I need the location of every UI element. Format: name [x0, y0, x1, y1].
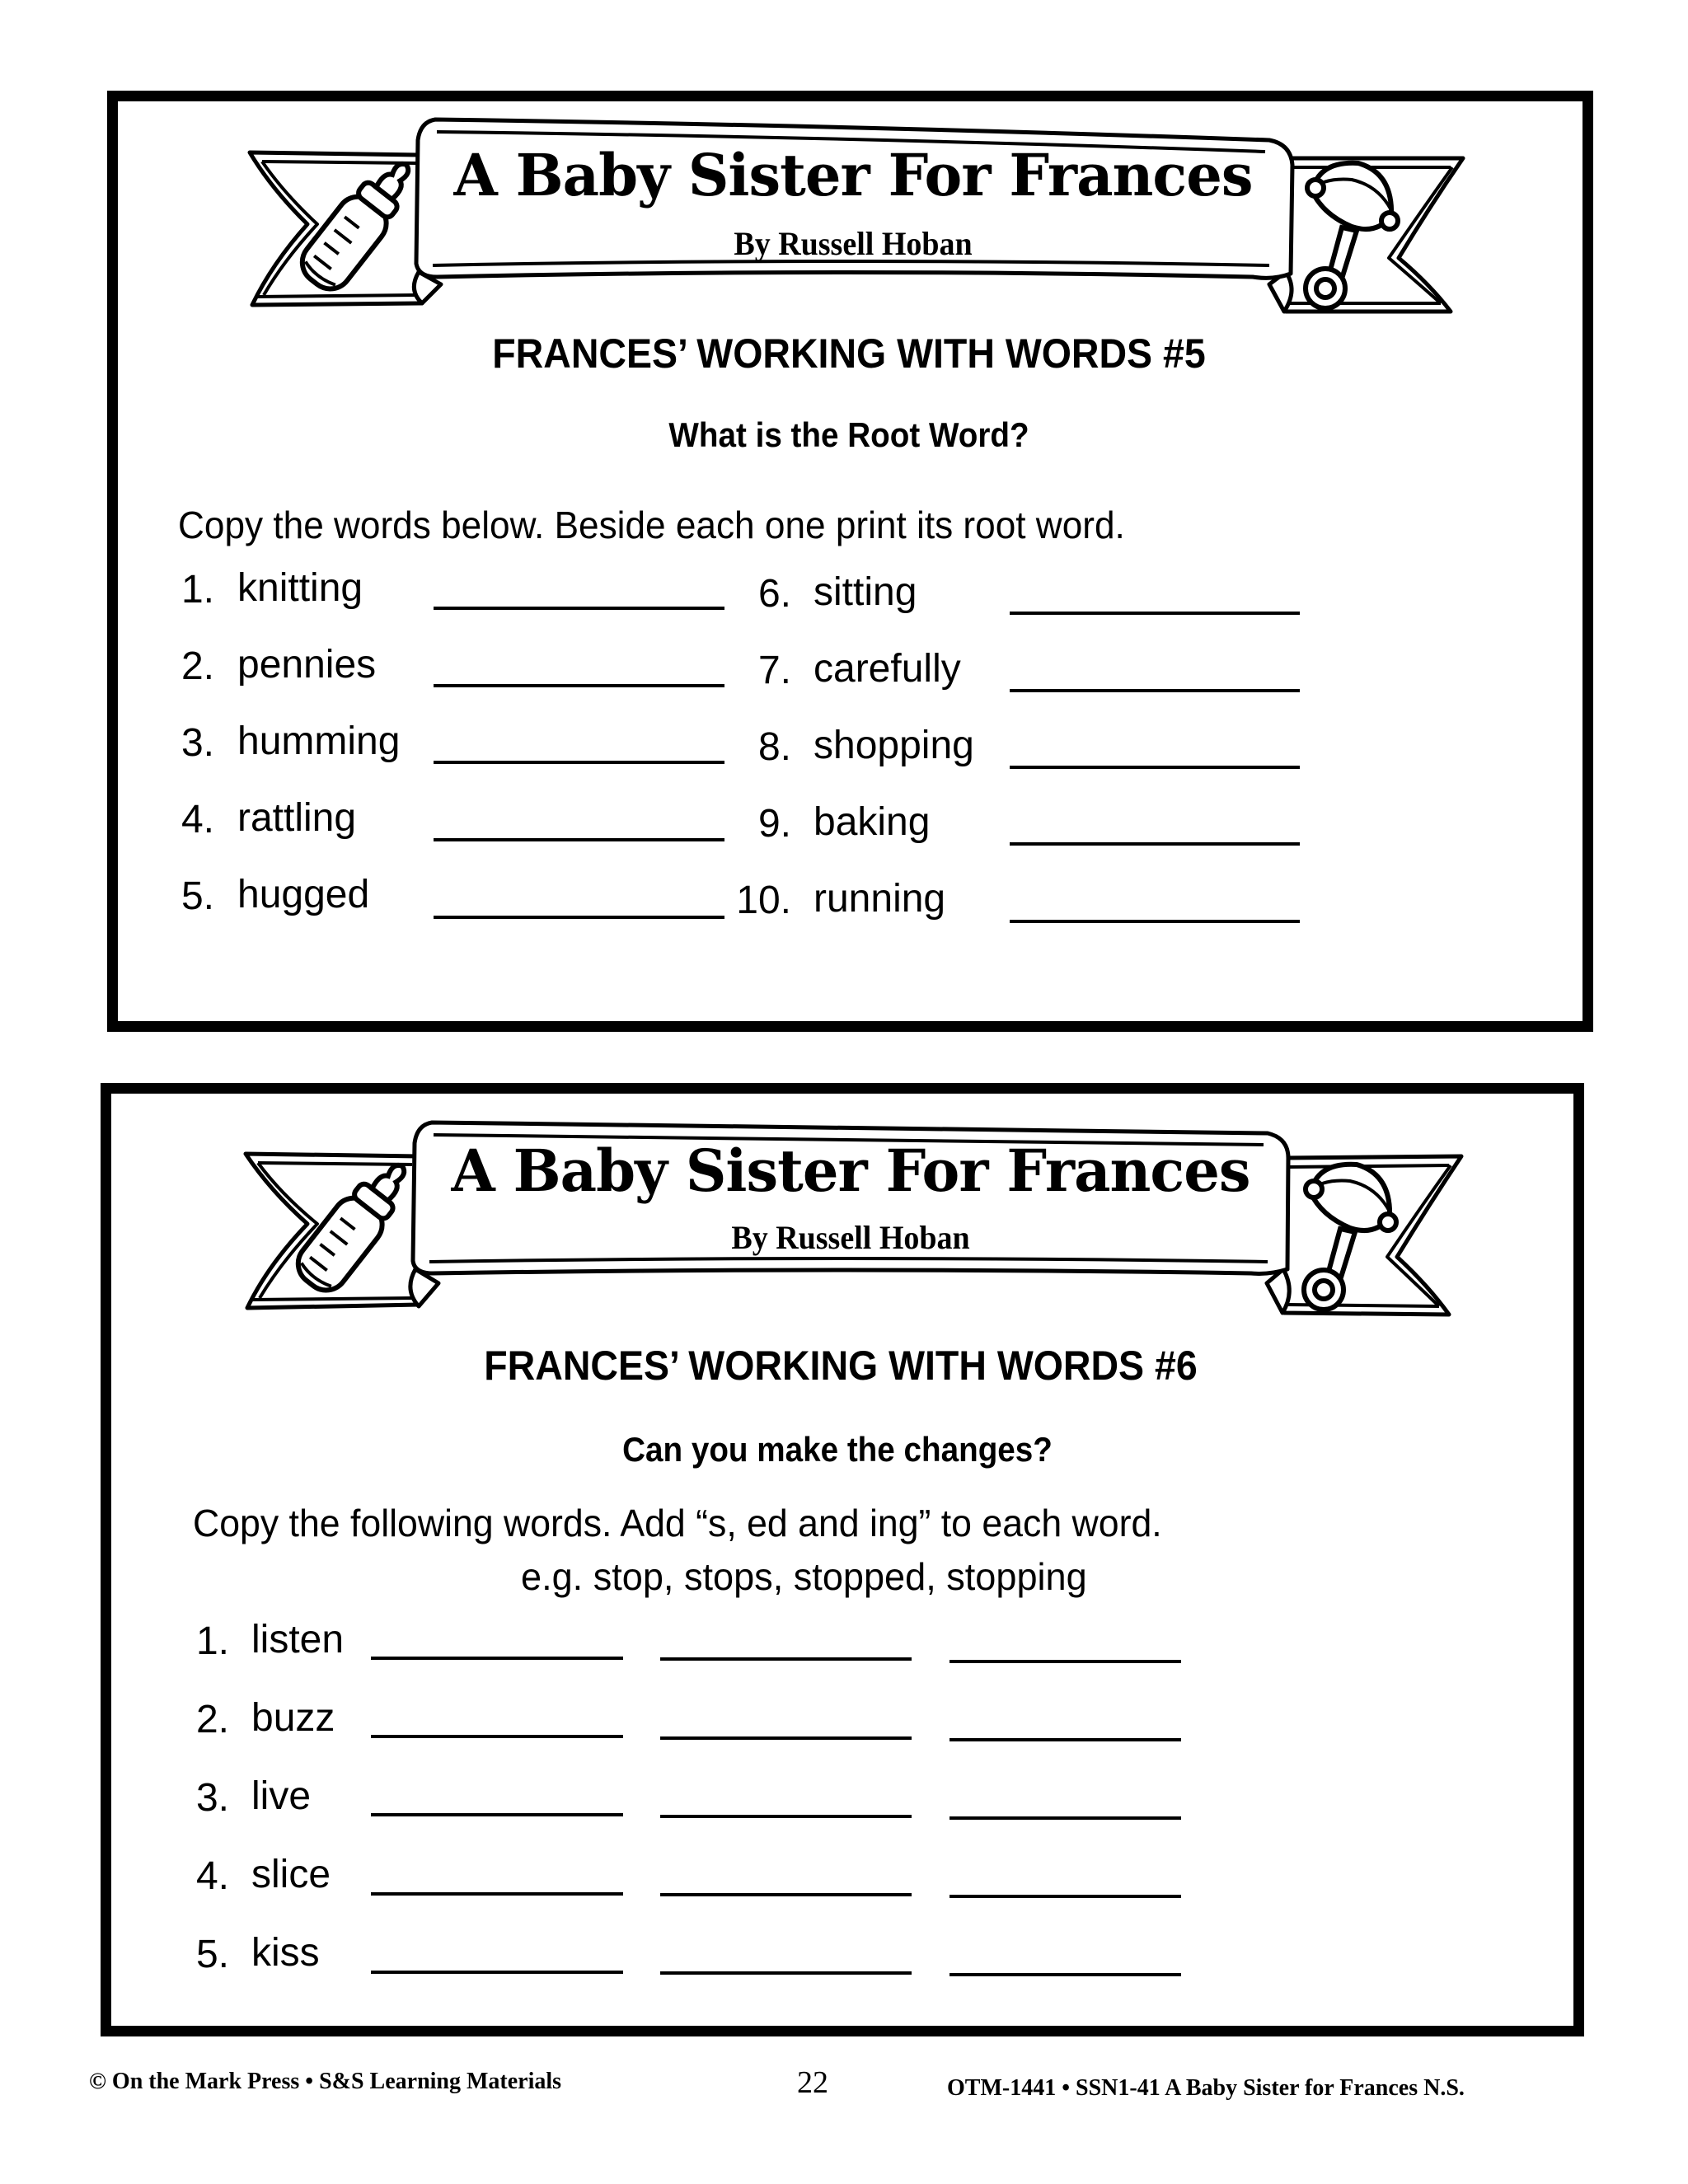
footer-copyright: © On the Mark Press • S&S Learning Materials — [89, 2069, 562, 2094]
answer-line-ing[interactable] — [950, 1816, 1181, 1820]
item-number: 8. — [757, 725, 791, 769]
answer-line[interactable] — [434, 684, 724, 687]
item-word: shopping — [814, 724, 974, 767]
answer-line-s[interactable] — [371, 1813, 623, 1816]
item-number: 5. — [181, 874, 214, 918]
answer-line[interactable] — [434, 761, 724, 764]
answer-line-ed[interactable] — [660, 1736, 912, 1740]
item-word: live — [251, 1774, 312, 1818]
page-number: 22 — [797, 2065, 828, 2100]
item-number: 3. — [195, 1776, 229, 1820]
item-word: pennies — [237, 643, 377, 687]
item-word: baking — [814, 800, 931, 844]
item-number: 6. — [757, 572, 791, 616]
answer-line-ing[interactable] — [950, 1738, 1181, 1741]
item-word: sitting — [814, 570, 917, 614]
item-number: 4. — [181, 798, 214, 841]
answer-line-s[interactable] — [371, 1971, 623, 1974]
answer-line[interactable] — [1010, 766, 1300, 769]
answer-line-ed[interactable] — [660, 1971, 912, 1975]
answer-line[interactable] — [434, 607, 724, 610]
worksheet-instruction: Copy the following words. Add “s, ed and ing” to each word. — [193, 1502, 1162, 1544]
item-word: buzz — [251, 1696, 335, 1740]
answer-line[interactable] — [434, 838, 724, 841]
answer-line[interactable] — [434, 916, 724, 919]
item-number: 10. — [736, 879, 791, 922]
answer-line-ed[interactable] — [660, 1815, 912, 1818]
item-word: hugged — [237, 873, 370, 916]
item-number: 1. — [195, 1619, 229, 1663]
answer-line[interactable] — [1010, 842, 1300, 846]
worksheet-example: e.g. stop, stops, stopped, stopping — [521, 1555, 1087, 1598]
answer-line[interactable] — [1010, 689, 1300, 692]
book-title: A Baby Sister For Frances — [453, 141, 1253, 209]
footer-product-code: OTM-1441 • SSN1-41 A Baby Sister for Frances N.S. — [947, 2075, 1465, 2101]
worksheet-subheading: Can you make the changes? — [622, 1430, 1053, 1469]
worksheet-heading: FRANCES’ WORKING WITH WORDS #6 — [484, 1343, 1198, 1389]
item-number: 3. — [181, 721, 214, 765]
book-author: By Russell Hoban — [731, 1219, 970, 1256]
item-number: 2. — [195, 1698, 229, 1741]
answer-line-s[interactable] — [371, 1892, 623, 1896]
item-number: 1. — [181, 568, 214, 612]
item-word: humming — [237, 719, 401, 763]
book-author: By Russell Hoban — [734, 225, 973, 262]
answer-line-ing[interactable] — [950, 1660, 1181, 1663]
item-word: knitting — [237, 566, 363, 610]
item-word: slice — [251, 1853, 331, 1896]
item-word: rattling — [237, 796, 357, 840]
item-word: carefully — [814, 647, 961, 691]
answer-line-ing[interactable] — [950, 1973, 1181, 1976]
item-number: 7. — [757, 649, 791, 692]
item-number: 4. — [195, 1854, 229, 1898]
answer-line-ed[interactable] — [660, 1657, 912, 1661]
answer-line-s[interactable] — [371, 1657, 623, 1660]
item-number: 5. — [195, 1933, 229, 1976]
worksheet-subheading: What is the Root Word? — [668, 415, 1029, 454]
item-number: 9. — [757, 802, 791, 846]
book-title: A Baby Sister For Frances — [451, 1137, 1250, 1205]
answer-line-ed[interactable] — [660, 1893, 912, 1896]
item-word: kiss — [251, 1931, 320, 1975]
answer-line-ing[interactable] — [950, 1895, 1181, 1898]
answer-line[interactable] — [1010, 920, 1300, 923]
item-word: running — [814, 877, 946, 921]
answer-line[interactable] — [1010, 612, 1300, 615]
worksheet-instruction: Copy the words below. Beside each one print its root word. — [178, 504, 1125, 546]
answer-line-s[interactable] — [371, 1735, 623, 1738]
item-word: listen — [251, 1618, 345, 1661]
worksheet-heading: FRANCES’ WORKING WITH WORDS #5 — [492, 330, 1206, 377]
item-number: 2. — [181, 644, 214, 688]
